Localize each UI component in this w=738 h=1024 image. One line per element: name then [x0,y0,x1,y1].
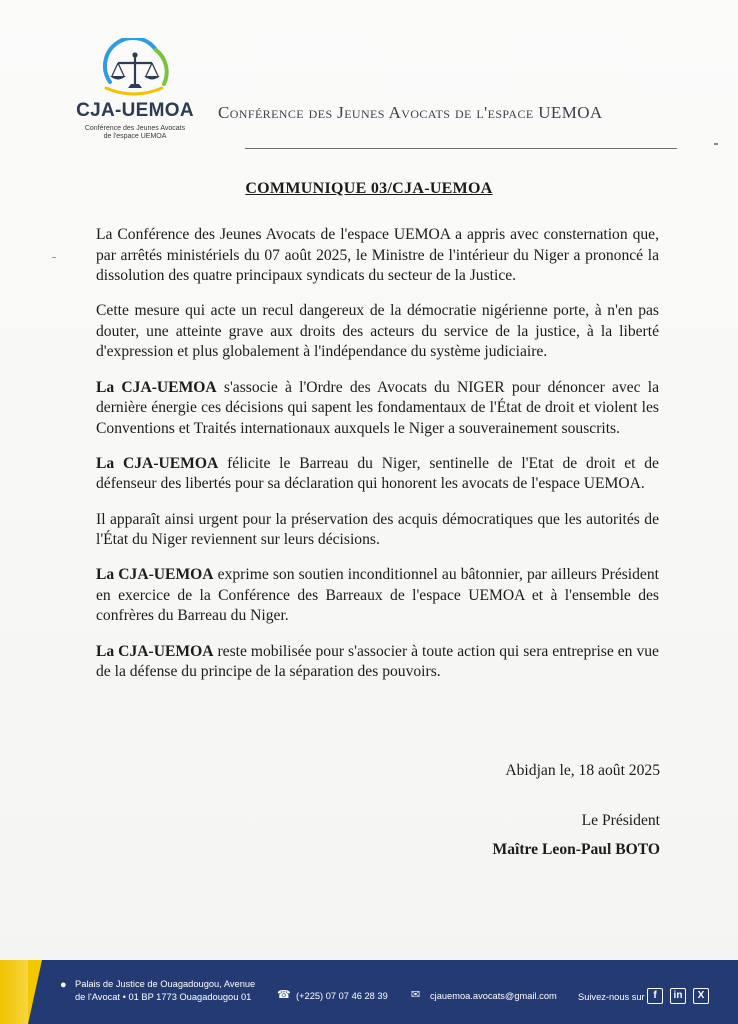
email-icon: ✉ [411,989,421,1001]
signature-role: Le Président [581,812,660,829]
linkedin-icon[interactable]: in [670,988,686,1004]
paragraph-text: exprime son soutien inconditionnel au bâtonnier, par ailleurs Président en exercice de la Conférence des Barreaux de l'espace UEMOA et à l'ensemble des confrères du Barreau du Niger. [96,566,659,625]
paragraph-text: reste mobilisée pour s'associer à toute action qui sera entreprise en vue de la défense du principe de la séparation des pouvoirs. [96,642,659,681]
social-label: Suivez-nous sur [578,992,645,1002]
paragraph-lead: La CJA-UEMOA [96,642,214,660]
signature-place-date: Abidjan le, 18 août 2025 [505,762,660,779]
scales-of-justice-icon [98,38,172,108]
paragraph [96,225,659,287]
logo-name: CJA-UEMOA [76,100,194,121]
organization-logo [70,36,200,146]
address-line: de l'Avocat • 01 BP 1773 Ouagadougou 01 [75,991,252,1002]
phone-icon: ☎ [277,989,291,1001]
paragraph-text: félicite le Barreau du Niger, sentinelle de l'Etat de droit et de défenseur des libertés pour sa déclaration qui honorent les avocats de l'espace UEMOA. [96,454,659,493]
location-pin-icon: ● [60,979,67,991]
paragraph-text: La Conférence des Jeunes Avocats de l'espace UEMOA a appris avec consternation que, par arrêtés ministériels du 07 août 2025, le Ministre de l'intérieur du Niger a prononcé la dissolution des quatre principaux syndicats du secteur de la Justice. [96,226,659,285]
paragraph [96,454,659,495]
x-icon[interactable]: X [693,988,709,1004]
paragraph [96,510,659,551]
paragraph [96,565,659,627]
paragraph [96,378,659,440]
logo-subtitle-line: de l'espace UEMOA [103,133,167,140]
paragraph-lead: La CJA-UEMOA [96,566,214,584]
logo-subtitle [70,125,200,141]
footer-accent [0,960,28,1024]
address-line: Palais de Justice de Ouagadougou, Avenue [75,979,256,989]
scan-mark [52,257,56,258]
paragraph-lead: La CJA-UEMOA [96,454,219,472]
document-title: COMMUNIQUE 03/CJA-UEMOA [245,180,493,197]
document-body [96,225,659,697]
facebook-icon[interactable]: f [647,988,663,1004]
footer-phone[interactable]: (+225) 07 07 46 28 39 [296,991,388,1001]
organization-title: Conférence des Jeunes Avocats de l'espace UEMOA [218,103,603,122]
logo-subtitle-line: Conférence des Jeunes Avocats [84,125,186,132]
paragraph-lead: La CJA-UEMOA [96,378,217,396]
header-divider [245,148,677,149]
paragraph [96,642,659,683]
paragraph-text: s'associe à l'Ordre des Avocats du NIGER pour dénoncer avec la dernière énergie ces décisions qui sapent les fondamentaux de l'État de droit et violent les Conventions et Traités internationaux auxquels le Niger a souverainement souscrits. [96,378,659,437]
paragraph-text: Cette mesure qui acte un recul dangereux de la démocratie nigérienne porte, à n'en pas douter, une atteinte grave aux droits des acteurs du service de la justice, à la liberté d'expression et plus globalement à l'indépendance du système judiciaire. [96,302,659,361]
footer-email[interactable]: cjauemoa.avocats@gmail.com [430,991,557,1001]
footer-bar [0,960,738,1024]
signature-name: Maître Leon-Paul BOTO [492,841,660,858]
paragraph [96,301,659,363]
footer-address [75,978,255,1003]
scan-mark [714,143,718,145]
paragraph-text: Il apparaît ainsi urgent pour la préservation des acquis démocratiques que les autorités de l'État du Niger reviennent sur leurs décisions. [96,510,659,549]
footer-accent-tip [28,960,42,1024]
